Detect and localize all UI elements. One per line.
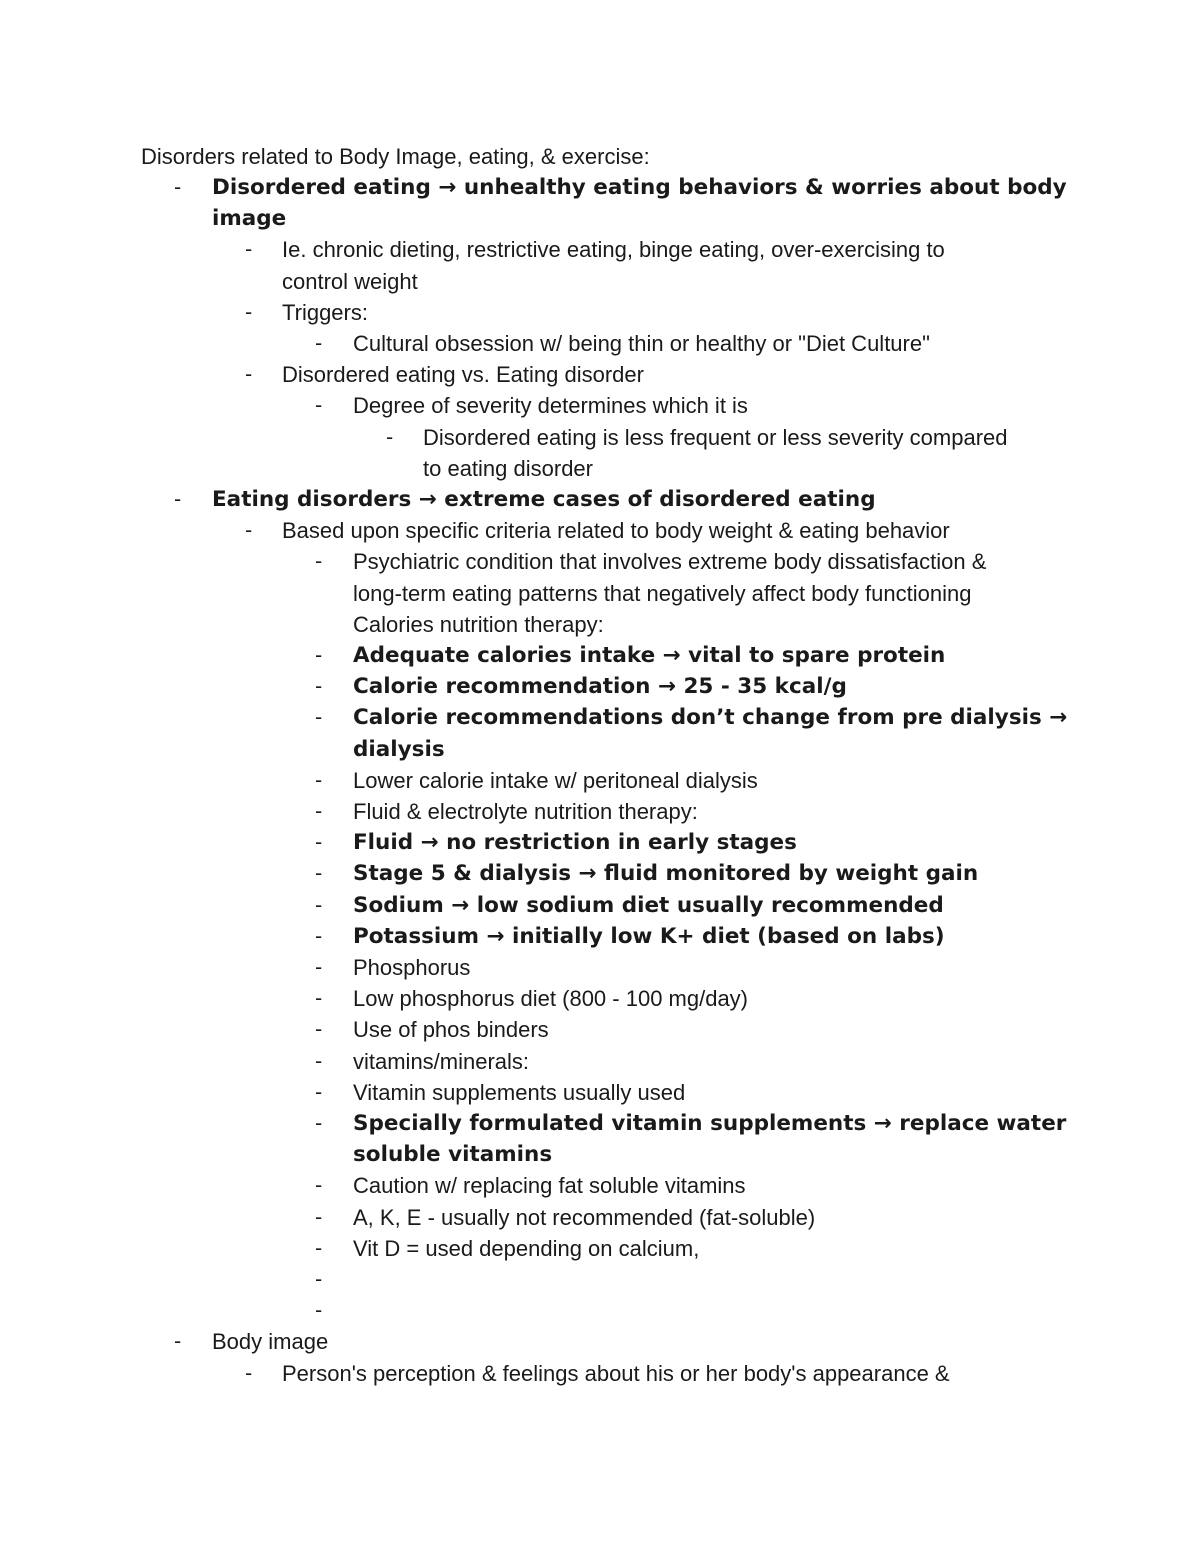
bullet-dash: - [315, 1173, 323, 1198]
bullet-dash: - [315, 331, 323, 355]
list-item-text: Based upon specific criteria related to body weight & eating behavior [282, 518, 950, 544]
bullet-dash: - [245, 518, 253, 543]
bullet-dash: - [315, 1298, 323, 1323]
list-item-text: Stage 5 & dialysis → fluid monitored by weight gain [353, 861, 979, 887]
list-item-text-continued: image [212, 206, 287, 232]
bullet-dash: - [245, 1360, 253, 1385]
bullet-dash: - [315, 393, 323, 418]
list-item-text-continued: soluble vitamins [353, 1142, 553, 1168]
bullet-dash: - [245, 362, 253, 387]
list-item-text: Caution w/ replacing fat soluble vitamins [353, 1173, 746, 1199]
list-item-text: Lower calorie intake w/ peritoneal dialysis [353, 767, 758, 793]
list-item-text: Potassium → initially low K+ diet (based on labs) [353, 923, 945, 949]
bullet-dash: - [315, 1267, 323, 1291]
list-item-text: A, K, E - usually not recommended (fat-soluble) [353, 1204, 816, 1230]
list-item-text-continued: long-term eating patterns that negatively affect body functioning [353, 580, 972, 606]
list-item-text: Sodium → low sodium diet usually recommended [353, 892, 944, 918]
list-item-text: Ie. chronic dieting, restrictive eating, binge eating, over-exercising to [282, 237, 945, 263]
list-item-text: Low phosphorus diet (800 - 100 mg/day) [353, 986, 749, 1012]
list-item-text: Calorie recommendations don’t change from pre dialysis → [353, 705, 1068, 731]
bullet-dash: - [315, 923, 323, 948]
list-item-text: Phosphorus [353, 955, 471, 980]
list-item-text-continued: dialysis [353, 736, 445, 762]
list-item-text: Disordered eating is less frequent or less severity compared [423, 424, 1008, 450]
list-item-text: Disordered eating → unhealthy eating behaviors & worries about body [212, 175, 1067, 200]
bullet-dash: - [386, 424, 394, 449]
list-item-text: Use of phos binders [353, 1017, 549, 1043]
bullet-dash: - [315, 955, 323, 979]
bullet-dash: - [315, 799, 323, 823]
document-title: Disorders related to Body Image, eating, & exercise: [141, 144, 650, 169]
bullet-dash: - [315, 549, 323, 574]
list-item-text: Body image [212, 1329, 329, 1355]
bullet-dash: - [174, 487, 182, 511]
list-item-text: Calorie recommendation → 25 - 35 kcal/g [353, 674, 847, 700]
bullet-dash: - [315, 705, 323, 730]
list-item-text: Fluid & electrolyte nutrition therapy: [353, 799, 698, 824]
bullet-dash: - [315, 1111, 323, 1135]
bullet-dash: - [315, 1204, 323, 1229]
list-item-text: Degree of severity determines which it is [353, 393, 748, 419]
bullet-dash: - [245, 299, 253, 324]
bullet-dash: - [315, 986, 323, 1011]
list-item-text: Eating disorders → extreme cases of disordered eating [212, 487, 876, 512]
list-item-text: Triggers: [282, 299, 368, 325]
bullet-dash: - [174, 175, 182, 199]
bullet-dash: - [245, 237, 253, 262]
list-item-text: Vit D = used depending on calcium, [353, 1235, 700, 1261]
bullet-dash: - [315, 1235, 323, 1260]
bullet-dash: - [315, 1079, 323, 1104]
bullet-dash: - [315, 1048, 323, 1073]
list-item-text: Disordered eating vs. Eating disorder [282, 362, 644, 388]
bullet-dash: - [315, 892, 323, 917]
list-item-text: vitamins/minerals: [353, 1048, 530, 1074]
bullet-dash: - [315, 767, 323, 792]
bullet-dash: - [315, 861, 323, 886]
list-item-text: Adequate calories intake → vital to spare protein [353, 643, 946, 668]
list-item-text: Fluid → no restriction in early stages [353, 830, 797, 856]
list-item-text: Psychiatric condition that involves extreme body dissatisfaction & [353, 549, 987, 575]
list-item-text: Cultural obsession w/ being thin or healthy or "Diet Culture" [353, 331, 930, 356]
list-item-text-continued: control weight [282, 268, 418, 294]
list-item-text: Vitamin supplements usually used [353, 1079, 686, 1105]
list-item-text-continued: Calories nutrition therapy: [353, 611, 604, 637]
bullet-dash: - [315, 830, 323, 855]
bullet-dash: - [174, 1329, 182, 1354]
list-item-text: Person's perception & feelings about his or her body's appearance & [282, 1360, 950, 1386]
list-item-text: Specially formulated vitamin supplements → replace water [353, 1111, 1067, 1136]
bullet-dash: - [315, 674, 323, 699]
bullet-dash: - [315, 643, 323, 667]
list-item-text-continued: to eating disorder [423, 455, 593, 481]
bullet-dash: - [315, 1017, 323, 1042]
